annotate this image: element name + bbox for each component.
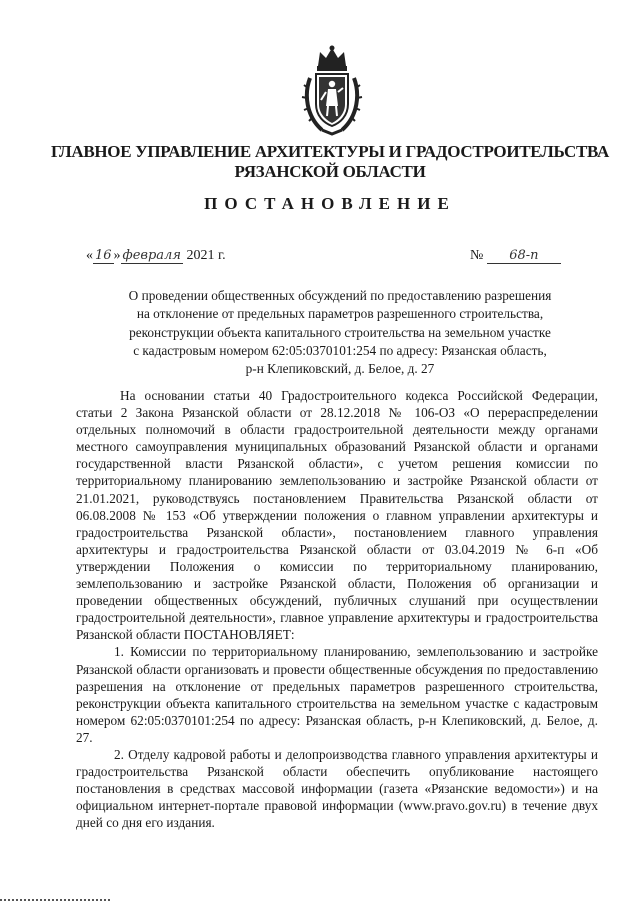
- resolution-item-1: 1. Комиссии по территориальному планированию, землепользованию и застройке Рязанской области организовать и провести общественные обсуждения по предоставлению разрешения на отклонение от предельных параметров разрешенного строительства, реконструкции объекта капитального строительства на земельном участке с кадастровым номером 62:05:0370101:254 по адресу: Рязанская область, р-н Клепиковский, д. Белое, д. 27.: [76, 644, 598, 745]
- subject-line: с кадастровым номером 62:05:0370101:254 по адресу: Рязанская область,: [133, 342, 547, 358]
- document-date: [86, 248, 226, 264]
- resolution-item-2: 2. Отделу кадровой работы и делопроизводства главного управления архитектуры и градостроительства Рязанской области обеспечить опубликование настоящего постановления в средствах массовой информации (газета «Рязанские ведомости») и на официальном интернет-портале правовой информации (www.pravo.gov.ru) в течение двух дней со дня его издания.: [76, 746, 598, 831]
- document-number: [470, 248, 561, 264]
- subject-line: на отклонение от предельных параметров разрешенного строительства,: [136, 306, 544, 322]
- date-year: 2021 г.: [186, 248, 226, 263]
- ryazan-coat-of-arms-icon: [300, 44, 364, 136]
- document-body: [76, 387, 598, 831]
- preamble-paragraph: На основании статьи 40 Градостроительного кодекса Российской Федерации, статьи 2 Закона Рязанской области от 28.12.2018 № 106-ОЗ «О перераспределении отдельных полномочий в области градостроительной деятельности между органами местного самоуправления муниципальных образований Рязанской области и органами государственной власти Рязанской области», с учетом решения комиссии по территориальному планированию землепользованию и застройке Рязанской области от 21.01.2021, руководствуясь постановлением Правительства Рязанской области от 06.08.2008 № 153 «Об утверждении положения о главном управлении архитектуры и градостроительства Рязанской области», постановлением главного управления архитектуры и градостроительства Рязанской области от 03.04.2019 № 6-п «Об утверждении Положения о комиссии по территориальному планированию, землепользованию и застройке Рязанской области, Положения об организации и проведении общественных обсуждений, публичных слушаний при осуществлении градостроительной деятельности», главное управление архитектуры и градостроительства Рязанской области ПОСТАНОВЛЯЕТ:: [76, 388, 598, 643]
- agency-name-line-2: РЯЗАНСКОЙ ОБЛАСТИ: [234, 162, 426, 181]
- agency-name: [40, 142, 620, 182]
- agency-name-line-1: ГЛАВНОЕ УПРАВЛЕНИЕ АРХИТЕКТУРЫ И ГРАДОСТРОИТЕЛЬСТВА: [51, 142, 609, 161]
- number-value: 68-п: [487, 248, 561, 264]
- date-open-quote: «: [86, 248, 93, 263]
- document-type-title: ПОСТАНОВЛЕНИЕ: [204, 194, 456, 213]
- scan-edge-divider: [0, 899, 110, 901]
- date-month: февраля: [122, 248, 181, 263]
- date-close-quote: »: [113, 248, 121, 263]
- subject-line: р-н Клепиковский, д. Белое, д. 27: [245, 361, 435, 377]
- subject-line: О проведении общественных обсуждений по предоставлению разрешения: [128, 288, 552, 303]
- date-day: 16: [95, 248, 112, 263]
- number-label: №: [470, 248, 484, 263]
- document-subject: [90, 287, 590, 378]
- subject-line: реконструкции объекта капитального строительства на земельном участке: [129, 324, 551, 340]
